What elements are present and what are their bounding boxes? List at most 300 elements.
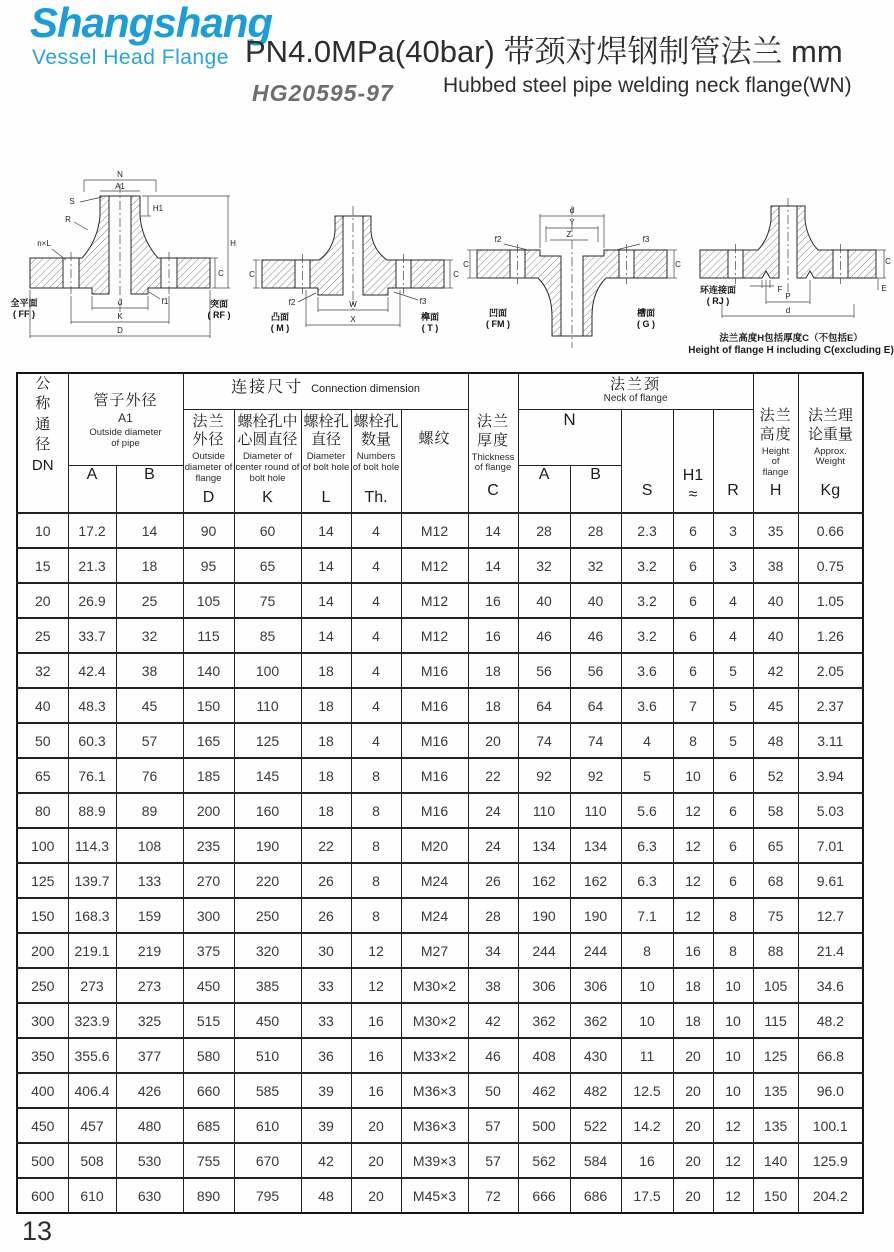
cell: 72 — [468, 1178, 518, 1213]
face-code-rf: ( RF ) — [207, 310, 231, 320]
col-letter-S: S — [641, 482, 653, 499]
thickness-en: Thickness of flange — [471, 451, 515, 474]
col-header-n — [518, 409, 621, 465]
cell: 28 — [468, 898, 518, 933]
cell: 33.7 — [68, 618, 116, 653]
col-header-height — [753, 373, 798, 513]
cell: 219.1 — [68, 933, 116, 968]
flange-od-zh: 法兰外径 — [192, 412, 225, 449]
cell: 4 — [351, 653, 401, 688]
cell: 2.3 — [621, 513, 673, 548]
col-letter-neck-A: A — [518, 465, 570, 513]
cell: 115 — [183, 618, 234, 653]
cell: 4 — [351, 583, 401, 618]
col-letter-K: K — [262, 489, 273, 506]
cell: 562 — [518, 1143, 570, 1178]
cell: 105 — [753, 968, 798, 1003]
cell: 12 — [713, 1108, 753, 1143]
face-label-m: 凸面 — [270, 312, 290, 322]
cell: 18 — [468, 653, 518, 688]
cell: 8 — [351, 898, 401, 933]
cell: M12 — [401, 548, 468, 583]
cell: 135 — [753, 1073, 798, 1108]
cell: 500 — [17, 1143, 68, 1178]
cell: 219 — [116, 933, 183, 968]
cell: 8 — [713, 933, 753, 968]
col-header-weight — [798, 373, 863, 513]
cell: M16 — [401, 793, 468, 828]
cell: 6 — [713, 793, 753, 828]
cell: 76 — [116, 758, 183, 793]
cell: 2.37 — [798, 688, 863, 723]
cell: 14 — [301, 513, 351, 548]
h1-approx: ≈ — [688, 485, 698, 503]
pipe-od-zh: 管子外径 — [93, 391, 158, 409]
height-en3: flange — [762, 467, 789, 479]
cell: 406.4 — [68, 1073, 116, 1108]
cell: 42.4 — [68, 653, 116, 688]
cell: 145 — [234, 758, 301, 793]
cell: 160 — [234, 793, 301, 828]
cell: 273 — [68, 968, 116, 1003]
cell: 96.0 — [798, 1073, 863, 1108]
cell: M33×2 — [401, 1038, 468, 1073]
cell: 3.94 — [798, 758, 863, 793]
dim-label-D: D — [117, 326, 123, 335]
cell: 250 — [234, 898, 301, 933]
dim-label-H: H — [230, 239, 236, 248]
bolt-circle-en: Diameter of center round of bolt hole — [235, 451, 300, 484]
col-letter-Kg: Kg — [820, 482, 841, 499]
cell: 56 — [518, 653, 570, 688]
cell: 795 — [234, 1178, 301, 1213]
cell: 462 — [518, 1073, 570, 1108]
dim-label-d: d — [785, 306, 791, 315]
cell: 500 — [518, 1108, 570, 1143]
cell: 580 — [183, 1038, 234, 1073]
cell: 150 — [753, 1178, 798, 1213]
cell: 12 — [673, 793, 713, 828]
col-header-pipe-od — [68, 373, 183, 465]
cell: 12 — [351, 933, 401, 968]
cell: 92 — [570, 758, 621, 793]
table-row — [17, 583, 863, 618]
cell: 90 — [183, 513, 234, 548]
cell: 40 — [753, 618, 798, 653]
weight-en1: Approx. — [813, 445, 847, 457]
cell: 40 — [518, 583, 570, 618]
cell: 50 — [468, 1073, 518, 1108]
cell: 510 — [234, 1038, 301, 1073]
cell: 8 — [351, 793, 401, 828]
neck-en: Neck of flange — [603, 392, 668, 404]
table-row — [17, 898, 863, 933]
cell: 12 — [713, 1178, 753, 1213]
cell: 6 — [713, 828, 753, 863]
cell: 4 — [713, 618, 753, 653]
cell: 325 — [116, 1003, 183, 1038]
cell: 6.3 — [621, 863, 673, 898]
cell: 200 — [183, 793, 234, 828]
col-letter-pipe-B: B — [116, 465, 183, 513]
cell: M16 — [401, 653, 468, 688]
cell: M39×3 — [401, 1143, 468, 1178]
cell: 32 — [570, 548, 621, 583]
cell: 140 — [753, 1143, 798, 1178]
cell: 50 — [17, 723, 68, 758]
cell: 220 — [234, 863, 301, 898]
cell: 375 — [183, 933, 234, 968]
cell: 16 — [351, 1003, 401, 1038]
cell: 85 — [234, 618, 301, 653]
cell: 110 — [570, 793, 621, 828]
table-row — [17, 758, 863, 793]
pipe-od-en2: of pipe — [111, 438, 140, 450]
cell: 4 — [351, 618, 401, 653]
cell: 6.3 — [621, 828, 673, 863]
cell: 508 — [68, 1143, 116, 1178]
cell: 10 — [713, 968, 753, 1003]
cell: M36×3 — [401, 1108, 468, 1143]
cell: 14 — [301, 548, 351, 583]
cell: 65 — [753, 828, 798, 863]
cell: 36 — [301, 1038, 351, 1073]
cell: 48 — [301, 1178, 351, 1213]
table-row — [17, 513, 863, 548]
cell: 5 — [713, 653, 753, 688]
cell: 159 — [116, 898, 183, 933]
cell: 20 — [468, 723, 518, 758]
cell: M30×2 — [401, 1003, 468, 1038]
table-row — [17, 1003, 863, 1038]
cell: 270 — [183, 863, 234, 898]
cell: 18 — [673, 968, 713, 1003]
cell: 6 — [673, 618, 713, 653]
cell: 16 — [621, 1143, 673, 1178]
cell: M16 — [401, 758, 468, 793]
page-title: PN4.0MPa(40bar) 带颈对焊钢制管法兰 mm — [245, 34, 843, 69]
cell: 7.1 — [621, 898, 673, 933]
col-letter-H: H — [769, 482, 782, 499]
cell: 585 — [234, 1073, 301, 1108]
dim-label-P: P — [785, 292, 791, 301]
cell: 1.26 — [798, 618, 863, 653]
cell: 64 — [570, 688, 621, 723]
cell: 6 — [673, 583, 713, 618]
cell: 110 — [518, 793, 570, 828]
cell: 39 — [301, 1073, 351, 1108]
table-row — [17, 653, 863, 688]
cell: 75 — [753, 898, 798, 933]
col-letter-pipe-A: A — [68, 465, 116, 513]
dim-label-d: d — [569, 206, 575, 215]
height-en1: Height — [761, 445, 790, 457]
cell: 10 — [621, 968, 673, 1003]
header-logo — [30, 2, 272, 70]
bolt-hole-dia-en: Diameter of bolt hole — [302, 451, 350, 473]
cell: 8 — [351, 828, 401, 863]
dim-label-S: S — [69, 197, 75, 206]
cell: 12 — [351, 968, 401, 1003]
cell: 4 — [351, 513, 401, 548]
face-label-rj: 环连接面 — [699, 285, 737, 295]
cell: 7 — [673, 688, 713, 723]
bolt-count-zh: 螺栓孔数量 — [353, 412, 399, 449]
cell: 408 — [518, 1038, 570, 1073]
cell: 45 — [753, 688, 798, 723]
weight-zh: 法兰理论重量 — [807, 407, 853, 443]
dim-label-d: d — [117, 298, 123, 307]
cell: 385 — [234, 968, 301, 1003]
cell: 2.05 — [798, 653, 863, 688]
dn-label-code: DN — [31, 457, 54, 474]
cell: 48.3 — [68, 688, 116, 723]
cell: 16 — [351, 1038, 401, 1073]
col-header-thickness — [468, 373, 518, 513]
cell: 12 — [713, 1143, 753, 1178]
cell: 10 — [713, 1038, 753, 1073]
face-label-rf: 突面 — [209, 299, 229, 309]
cell: 17.5 — [621, 1178, 673, 1213]
cell: 522 — [570, 1108, 621, 1143]
cell: 162 — [570, 863, 621, 898]
cell: 20 — [351, 1178, 401, 1213]
cell: 5 — [713, 688, 753, 723]
cell: 12 — [673, 863, 713, 898]
cell: 20 — [17, 583, 68, 618]
cell: 26 — [301, 863, 351, 898]
flange-od-en: Outside diameter of flange — [184, 451, 233, 484]
group-header-connection — [183, 373, 468, 409]
cell: 12.7 — [798, 898, 863, 933]
dim-label-A1: A1 — [115, 182, 125, 191]
cell: 22 — [468, 758, 518, 793]
col-header-h1 — [673, 409, 713, 513]
cell: 18 — [673, 1003, 713, 1038]
cell: 8 — [351, 758, 401, 793]
neck-zh: 法兰颈 — [610, 376, 662, 393]
cell: 105 — [183, 583, 234, 618]
cell: 42 — [468, 1003, 518, 1038]
face-code-m: ( M ) — [270, 323, 290, 333]
cell: 5 — [621, 758, 673, 793]
bolt-circle-zh: 螺栓孔中心圆直径 — [237, 412, 298, 449]
diagram-ff-rf — [8, 166, 238, 354]
cell: 190 — [234, 828, 301, 863]
dim-label-N: N — [117, 170, 123, 179]
col-header-dn — [17, 373, 68, 513]
cell: 25 — [17, 618, 68, 653]
cell: 46 — [570, 618, 621, 653]
cell: 134 — [570, 828, 621, 863]
cell: 5 — [713, 723, 753, 758]
dim-label-F: F — [777, 285, 783, 294]
connection-en: Connection dimension — [311, 383, 420, 395]
dim-label-f3: f3 — [642, 235, 650, 244]
dim-label-H1: H1 — [152, 204, 164, 213]
cell: 38 — [116, 653, 183, 688]
cell: 670 — [234, 1143, 301, 1178]
cell: 16 — [468, 583, 518, 618]
cell: 28 — [518, 513, 570, 548]
cell: M16 — [401, 723, 468, 758]
table-row — [17, 933, 863, 968]
cell: 35 — [753, 513, 798, 548]
dim-label-C: C — [218, 269, 224, 278]
table-row — [17, 1038, 863, 1073]
cell: 139.7 — [68, 863, 116, 898]
cell: 21.3 — [68, 548, 116, 583]
cell: 8 — [621, 933, 673, 968]
dim-label-C-left: C — [463, 260, 469, 269]
cell: 16 — [351, 1073, 401, 1108]
cell: 12 — [673, 898, 713, 933]
cell: 57 — [116, 723, 183, 758]
cell: 40 — [753, 583, 798, 618]
cell: 530 — [116, 1143, 183, 1178]
cell: 108 — [116, 828, 183, 863]
dim-label-f3: f3 — [419, 297, 427, 306]
cell: 14 — [301, 583, 351, 618]
cell: 610 — [234, 1108, 301, 1143]
cell: 110 — [234, 688, 301, 723]
connection-zh: 连接尺寸 — [231, 379, 304, 396]
cell: 45 — [116, 688, 183, 723]
cell: M16 — [401, 688, 468, 723]
cell: 24 — [468, 828, 518, 863]
cell: 6 — [713, 758, 753, 793]
cell: M36×3 — [401, 1073, 468, 1108]
height-note-en: Height of flange H including C(excluding E) — [688, 345, 894, 356]
col-letter-Th: Th. — [364, 489, 388, 506]
cell: 100 — [17, 828, 68, 863]
page-subtitle-en: Hubbed steel pipe welding neck flange(WN) — [443, 74, 852, 97]
cell: 14 — [116, 513, 183, 548]
cell: 4 — [351, 548, 401, 583]
cell: 12 — [673, 828, 713, 863]
cell: 3 — [713, 548, 753, 583]
cell: 20 — [673, 1143, 713, 1178]
cell: 8 — [351, 863, 401, 898]
dim-label-K: K — [117, 312, 123, 321]
cell: 430 — [570, 1038, 621, 1073]
cell: 3 — [713, 513, 753, 548]
col-header-bolt-circle — [234, 409, 301, 513]
cell: 5.03 — [798, 793, 863, 828]
cell: 20 — [673, 1073, 713, 1108]
diagram-fm-g — [462, 198, 682, 358]
dim-label-C: C — [885, 257, 891, 266]
face-code-ff: ( FF ) — [13, 309, 35, 319]
cell: 204.2 — [798, 1178, 863, 1213]
col-header-thread — [401, 409, 468, 513]
cell: 11 — [621, 1038, 673, 1073]
cell: 685 — [183, 1108, 234, 1143]
cell: 200 — [17, 933, 68, 968]
cell: 74 — [518, 723, 570, 758]
cell: 3.2 — [621, 618, 673, 653]
cell: 10 — [17, 513, 68, 548]
cell: 60 — [234, 513, 301, 548]
cell: 320 — [234, 933, 301, 968]
cell: 34.6 — [798, 968, 863, 1003]
page-number: 13 — [22, 1216, 53, 1246]
col-letter-neck-B: B — [570, 465, 621, 513]
diagram-m-t — [248, 198, 463, 358]
cell: 3.2 — [621, 548, 673, 583]
table-row — [17, 618, 863, 653]
cell: M12 — [401, 618, 468, 653]
cell: M30×2 — [401, 968, 468, 1003]
cell: 1.05 — [798, 583, 863, 618]
table-row — [17, 793, 863, 828]
standard-number: HG20595-97 — [252, 80, 394, 106]
cell: 660 — [183, 1073, 234, 1108]
cell: 52 — [753, 758, 798, 793]
cell: 355.6 — [68, 1038, 116, 1073]
dn-label-zh: 公称通径 — [35, 375, 51, 453]
cell: 610 — [68, 1178, 116, 1213]
dim-label-C-right: C — [453, 270, 459, 279]
height-note — [688, 330, 894, 356]
cell: 4 — [351, 688, 401, 723]
cell: 16 — [468, 618, 518, 653]
cell: 362 — [570, 1003, 621, 1038]
cell: 450 — [234, 1003, 301, 1038]
cell: 88.9 — [68, 793, 116, 828]
cell: 15 — [17, 548, 68, 583]
cell: 10 — [713, 1073, 753, 1108]
cell: 185 — [183, 758, 234, 793]
cell: 30 — [301, 933, 351, 968]
cell: 350 — [17, 1038, 68, 1073]
cell: 235 — [183, 828, 234, 863]
cell: 133 — [116, 863, 183, 898]
cell: 362 — [518, 1003, 570, 1038]
table-row — [17, 723, 863, 758]
dim-label-E: E — [881, 284, 887, 293]
cell: 250 — [17, 968, 68, 1003]
bolt-count-en: Numbers of bolt hole — [352, 451, 400, 473]
cell: 12.5 — [621, 1073, 673, 1108]
cell: 426 — [116, 1073, 183, 1108]
cell: 20 — [673, 1108, 713, 1143]
dim-label-Y: Y — [569, 218, 575, 227]
cell: 16 — [673, 933, 713, 968]
cell: 666 — [518, 1178, 570, 1213]
logo-title: Shangshang — [30, 0, 273, 46]
cell: 65 — [17, 758, 68, 793]
cell: 18 — [301, 758, 351, 793]
col-header-bolt-hole-dia — [301, 409, 351, 513]
cell: 56 — [570, 653, 621, 688]
cell: 125 — [17, 863, 68, 898]
cell: 8 — [713, 898, 753, 933]
neck-n-label: N — [563, 409, 576, 429]
dim-label-Z: Z — [566, 230, 572, 239]
cell: 480 — [116, 1108, 183, 1143]
cell: 306 — [570, 968, 621, 1003]
cell: 57 — [468, 1143, 518, 1178]
cell: 60.3 — [68, 723, 116, 758]
cell: 4 — [621, 723, 673, 758]
dim-label-f2: f2 — [494, 235, 502, 244]
cell: 125 — [234, 723, 301, 758]
cell: 20 — [351, 1108, 401, 1143]
cell: 150 — [183, 688, 234, 723]
dim-label-X: X — [350, 315, 356, 324]
spec-table — [16, 372, 864, 1214]
